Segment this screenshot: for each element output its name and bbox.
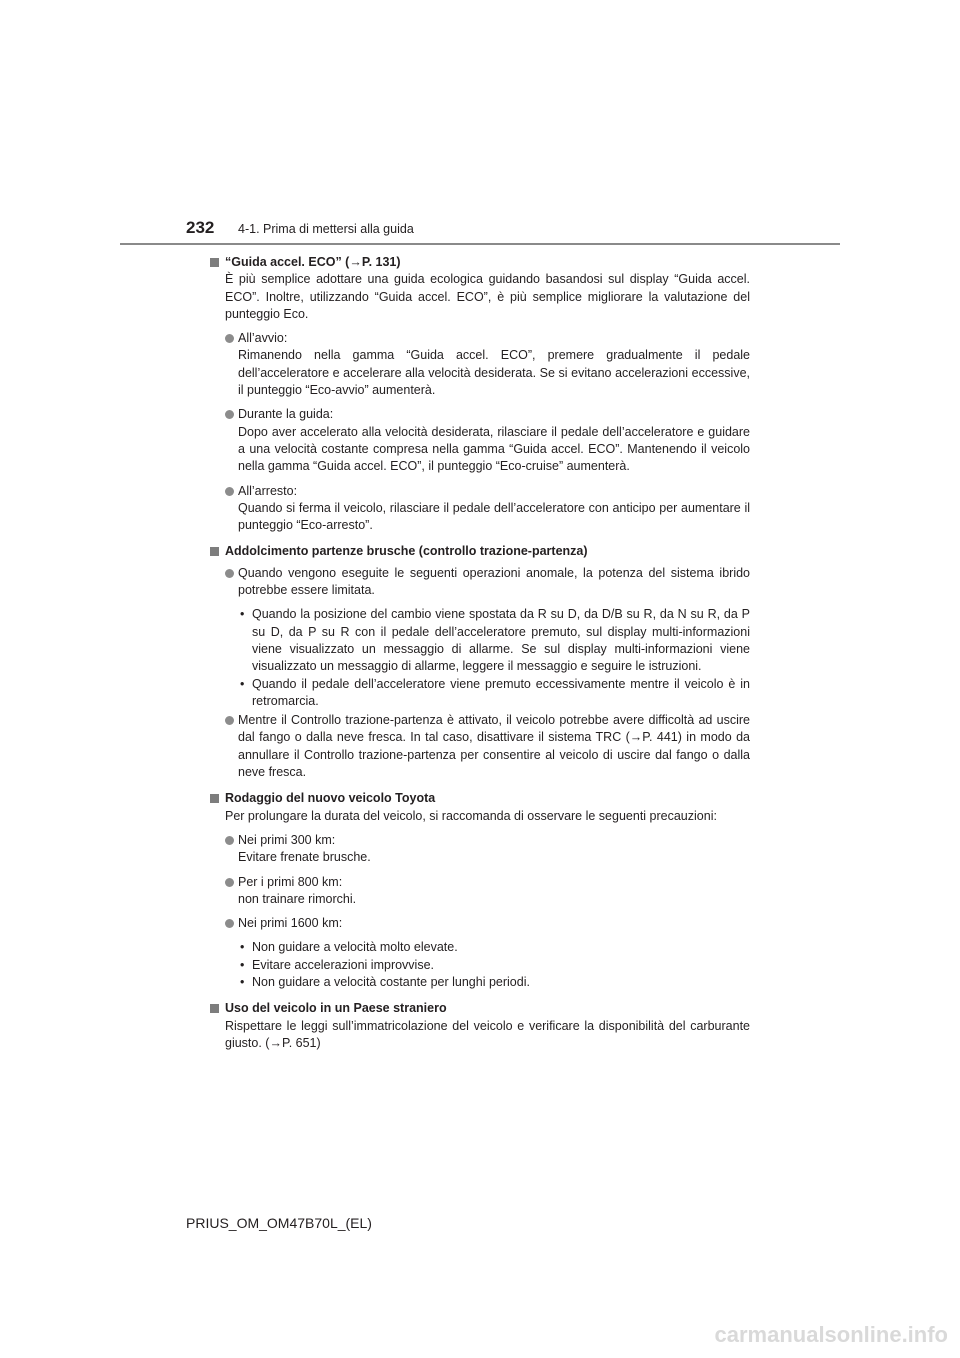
dash-item: • Non guidare a velocità molto elevate. [240, 940, 458, 955]
dash-item: • Quando il pedale dell’acceleratore viene premuto eccessivamente mentre il veicolo è in retromarcia. [240, 676, 750, 708]
round-bullet-icon [225, 919, 234, 928]
page-content [210, 254, 750, 1052]
dash-item: • Quando la posizione del cambio viene spostata da R su D, da D/B su R, da N su R, da P su D, da P su R con il pedale dell’acceleratore premuto, sul display multi-informazioni viene visualizzato un messaggio di allarme. Se sul display multi-informazioni viene visualizzato un messaggio di allarme, leggere il messaggio e seguire le istruzioni. [240, 607, 750, 674]
list-item: Nei primi 300 km: Evitare frenate brusche. [210, 832, 750, 867]
heading-trc: Addolcimento partenze brusche (controllo trazione-partenza) [210, 543, 750, 560]
list-item: Per i primi 800 km: non trainare rimorchi. [210, 874, 750, 909]
square-bullet-icon [210, 547, 219, 556]
square-bullet-icon [210, 1004, 219, 1013]
square-bullet-icon [210, 258, 219, 267]
list-item: Quando vengono eseguite le seguenti operazioni anomale, la potenza del sistema ibrido potrebbe essere limitata. [210, 565, 750, 600]
round-bullet-icon [225, 716, 234, 725]
header-divider [120, 243, 840, 245]
dash-list [210, 606, 750, 710]
square-bullet-icon [210, 794, 219, 803]
breakin-intro: Per prolungare la durata del veicolo, si raccomanda di osservare le seguenti precauzioni: [225, 808, 717, 823]
round-bullet-icon [225, 334, 234, 343]
round-bullet-icon [225, 878, 234, 887]
list-item: Nei primi 1600 km: [210, 915, 750, 932]
list-item: All’arresto: Quando si ferma il veicolo, rilasciare il pedale dell’acceleratore con anticipo per aumentare il punteggio “Eco-arresto”. [210, 483, 750, 535]
list-item: Durante la guida: Dopo aver accelerato alla velocità desiderata, rilasciare il pedale dell’acceleratore e guidare a una velocità costante compresa nella gamma “Guida accel. ECO”. Mantenendo il veicolo nella gamma “Guida accel. ECO”, il punteggio “Eco-cruise” aumenterà. [210, 406, 750, 475]
dash-item: • Evitare accelerazioni improvvise. [240, 957, 435, 972]
round-bullet-icon [225, 410, 234, 419]
round-bullet-icon [225, 569, 234, 578]
round-bullet-icon [225, 836, 234, 845]
abroad-intro: Rispettare le leggi sull’immatricolazione del veicolo e verificare la disponibilità del carburante giusto. (→P. 651) [225, 1018, 750, 1050]
dash-item: • Non guidare a velocità costante per lunghi periodi. [240, 974, 530, 989]
eco-intro: È più semplice adottare una guida ecologica guidando basandosi sul display “Guida accel. ECO”. Inoltre, utilizzando “Guida accel. ECO”, è più semplice migliorare la valutazione del punteggio Eco. [225, 272, 750, 321]
heading-abroad: Uso del veicolo in un Paese straniero [210, 1000, 750, 1017]
heading-breakin: Rodaggio del nuovo veicolo Toyota [210, 790, 750, 807]
section-title: 4-1. Prima di mettersi alla guida [238, 222, 414, 236]
watermark: carmanualsonline.info [714, 1322, 948, 1347]
list-item: Mentre il Controllo trazione-partenza è attivato, il veicolo potrebbe avere difficoltà ad uscire dal fango o dalla neve fresca. In tal caso, disattivare il sistema TRC (→P. 441) in modo da annullare il Controllo trazione-partenza per consentire al veicolo di uscire dal fango o dalla neve fresca. [210, 712, 750, 781]
dash-list [210, 939, 750, 991]
document-code: PRIUS_OM_OM47B70L_(EL) [186, 1215, 372, 1231]
list-item: All’avvio: Rimanendo nella gamma “Guida accel. ECO”, premere gradualmente il pedale dell’acceleratore e accelerare alla velocità desiderata. Se si evitano accelerazioni eccessive, il punteggio “Eco-avvio” aumenterà. [210, 330, 750, 399]
page-number: 232 [186, 218, 215, 237]
round-bullet-icon [225, 487, 234, 496]
heading-eco: “Guida accel. ECO” (→P. 131) [210, 254, 750, 271]
